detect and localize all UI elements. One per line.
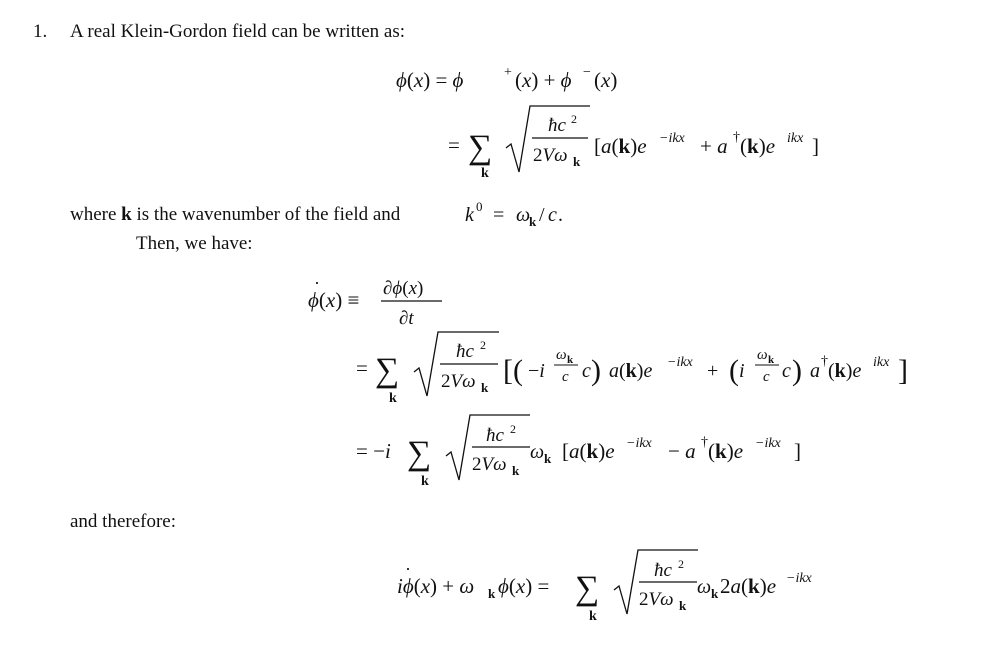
svg-text:c: c (582, 360, 591, 382)
svg-text:k: k (481, 166, 489, 181)
svg-text:−ikx: −ikx (755, 436, 781, 451)
svg-text:·: · (405, 559, 411, 579)
svg-text:c: c (782, 360, 791, 382)
svg-text:−: − (583, 65, 591, 80)
svg-text:·: · (314, 273, 320, 293)
svg-text:2: 2 (571, 112, 577, 126)
therefore-text: and therefore: (70, 511, 177, 532)
equation-time-derivative-expansion (356, 332, 908, 406)
svg-text:0: 0 (476, 199, 483, 214)
where-inline-math (465, 199, 563, 229)
svg-text:[a(k)e: [a(k)e (594, 134, 647, 158)
svg-text:ω: ω (697, 576, 712, 598)
svg-text:2Vω: 2Vω (533, 145, 568, 166)
svg-text:∑: ∑ (575, 570, 600, 607)
where-suffix: is the wavenumber of the field and (136, 204, 401, 225)
svg-text:k: k (512, 463, 520, 478)
svg-text:k: k (465, 204, 474, 226)
svg-text:− a: − a (668, 439, 696, 463)
svg-text:ω: ω (757, 347, 768, 363)
svg-text:c: c (548, 204, 557, 226)
svg-text:=: = (356, 356, 368, 380)
svg-text:k: k (768, 354, 775, 366)
equation-time-derivative-result (356, 415, 801, 489)
svg-text:ϕ(x) ≡: ϕ(x) ≡ (308, 288, 360, 312)
svg-text:∑: ∑ (407, 435, 432, 472)
svg-text:∑: ∑ (468, 129, 493, 166)
svg-text:(k)e: (k)e (740, 134, 776, 158)
svg-text:ikx: ikx (873, 355, 890, 370)
svg-text:k: k (488, 586, 496, 601)
svg-text:k: k (529, 214, 537, 229)
svg-text:−ikx: −ikx (626, 436, 652, 451)
svg-text:=: = (448, 133, 460, 157)
svg-text:i: i (739, 360, 745, 382)
svg-text:+: + (707, 360, 719, 382)
svg-text:†: † (821, 354, 828, 369)
problem-number: 1. (33, 21, 48, 42)
svg-text:ϕ(x) = ϕ: ϕ(x) = ϕ (396, 68, 464, 92)
svg-text:+: + (504, 65, 512, 80)
svg-text:†: † (701, 435, 708, 450)
svg-text:−ikx: −ikx (667, 355, 693, 370)
svg-text:ħc: ħc (456, 341, 474, 362)
svg-text:(k)e: (k)e (828, 360, 862, 382)
svg-text:ħc: ħc (654, 560, 672, 581)
svg-text:(: ( (729, 354, 739, 387)
svg-text:k: k (421, 474, 429, 489)
svg-text:+ a: + a (700, 134, 728, 158)
then-text: Then, we have: (136, 233, 253, 254)
svg-text:k: k (481, 380, 489, 395)
svg-text:ω: ω (556, 347, 567, 363)
equation-field-decomposition (396, 65, 617, 92)
svg-text:a(k)e: a(k)e (609, 360, 653, 382)
svg-text:ħc: ħc (486, 425, 504, 446)
svg-text:= −i: = −i (356, 439, 391, 463)
svg-text:k: k (567, 354, 574, 366)
svg-text:ħc: ħc (548, 115, 566, 136)
svg-text:2: 2 (678, 557, 684, 571)
svg-text:/: / (539, 204, 545, 226)
svg-text:†: † (733, 130, 740, 145)
svg-text:c: c (562, 369, 569, 385)
svg-text:−i: −i (528, 360, 545, 382)
equation-time-derivative-definition (308, 273, 442, 329)
svg-text:2: 2 (480, 338, 486, 352)
svg-text:k: k (544, 451, 552, 466)
svg-text:=: = (493, 204, 505, 226)
svg-text:ω: ω (516, 204, 531, 226)
svg-text:]: ] (812, 134, 819, 158)
svg-text:2Vω: 2Vω (472, 454, 507, 475)
svg-text:2a(k)e: 2a(k)e (720, 574, 777, 598)
where-prefix: where (70, 204, 117, 225)
svg-text:]: ] (898, 354, 908, 387)
svg-text:∂t: ∂t (399, 308, 414, 329)
svg-text:): ) (792, 354, 802, 387)
svg-text:(x) + ϕ: (x) + ϕ (515, 68, 572, 92)
svg-text:k: k (573, 154, 581, 169)
svg-text:k: k (589, 609, 597, 624)
svg-text:[a(k)e: [a(k)e (562, 439, 615, 463)
svg-text:ikx: ikx (787, 131, 804, 146)
svg-text:(x): (x) (594, 68, 618, 92)
svg-text:]: ] (794, 439, 801, 463)
equation-field-mode-sum (448, 106, 819, 181)
where-k: k (121, 204, 132, 225)
problem-intro: A real Klein-Gordon field can be written as: (70, 21, 406, 42)
svg-text:2: 2 (510, 422, 516, 436)
svg-text:2Vω: 2Vω (441, 371, 476, 392)
svg-text:ϕ(x) =: ϕ(x) = (498, 574, 550, 598)
svg-text:.: . (558, 204, 563, 226)
svg-text:a: a (810, 360, 820, 382)
svg-text:): ) (591, 354, 601, 387)
svg-text:iϕ(x) + ω: iϕ(x) + ω (397, 574, 475, 598)
svg-text:ω: ω (530, 441, 545, 463)
svg-text:∑: ∑ (375, 352, 400, 389)
svg-text:k: k (679, 598, 687, 613)
svg-text:2Vω: 2Vω (639, 589, 674, 610)
equation-final-combination (397, 550, 813, 624)
svg-text:c: c (763, 369, 770, 385)
svg-text:k: k (389, 391, 397, 406)
svg-text:∂ϕ(x): ∂ϕ(x) (383, 278, 424, 299)
svg-text:−ikx: −ikx (786, 571, 812, 586)
svg-text:(k)e: (k)e (708, 439, 744, 463)
svg-text:−ikx: −ikx (659, 131, 685, 146)
svg-text:k: k (711, 586, 719, 601)
svg-text:[(: [( (503, 354, 523, 387)
